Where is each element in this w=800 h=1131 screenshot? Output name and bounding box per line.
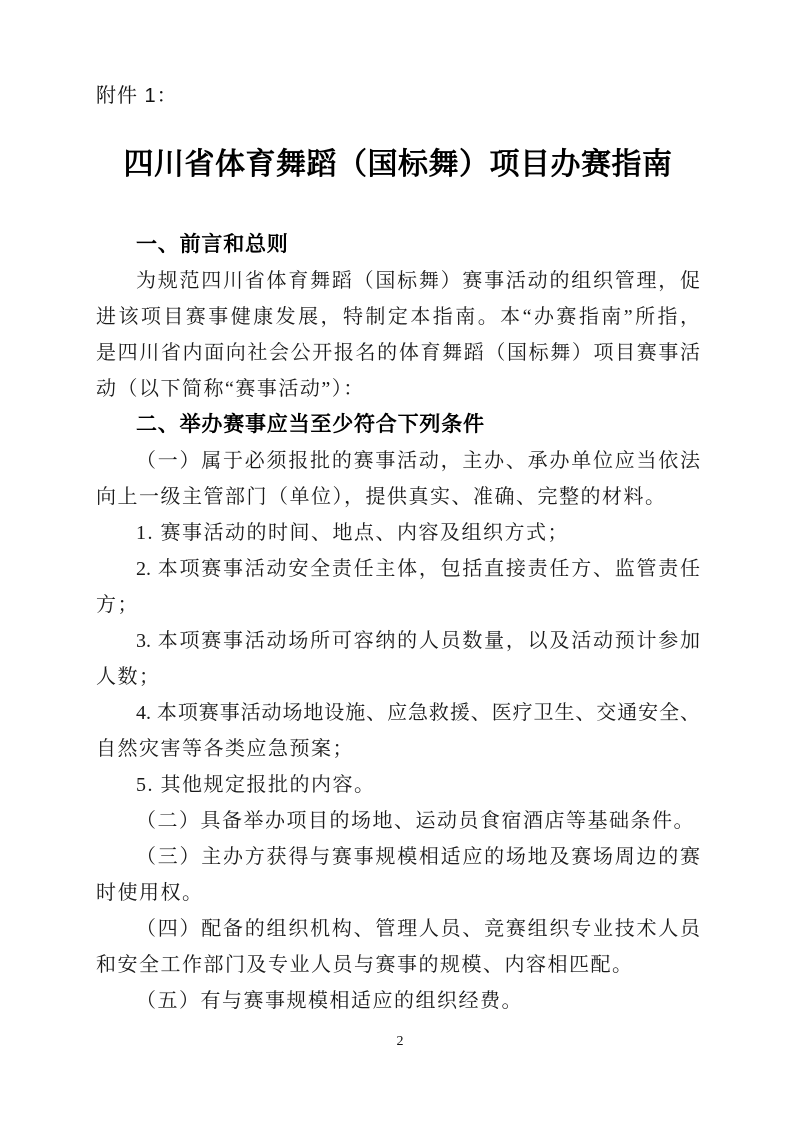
document-line: 方； <box>96 594 139 616</box>
document-title: 四川省体育舞蹈（国标舞）项目办赛指南 <box>123 148 673 181</box>
page-number: 2 <box>396 1034 404 1049</box>
document-line: 进该项目赛事健康发展，特制定本指南。本“办赛指南”所指， <box>96 306 700 328</box>
document-line: （五）有与赛事规模相适应的组织经费。 <box>136 990 523 1012</box>
document-body <box>96 227 700 1019</box>
attachment-label: 附件 1： <box>96 85 178 107</box>
document-line: 4. 本项赛事活动场地设施、应急救援、医疗卫生、交通安全、 <box>136 702 700 724</box>
document-line: （四）配备的组织机构、管理人员、竞赛组织专业技术人员 <box>136 918 700 940</box>
document-line: 时使用权。 <box>96 882 204 904</box>
document-line: 为规范四川省体育舞蹈（国标舞）赛事活动的组织管理，促 <box>136 270 700 292</box>
document-line: 人数； <box>96 666 161 688</box>
document-line: 5. 其他规定报批的内容。 <box>136 774 376 796</box>
document-line: （一）属于必须报批的赛事活动，主办、承办单位应当依法 <box>136 450 700 472</box>
section-heading: 一、前言和总则 <box>136 233 289 256</box>
document-line: 2. 本项赛事活动安全责任主体，包括直接责任方、监管责任 <box>136 558 700 580</box>
document-line: 向上一级主管部门（单位），提供真实、准确、完整的材料。 <box>96 486 667 508</box>
section-heading: 二、举办赛事应当至少符合下列条件 <box>136 413 485 436</box>
document-line: （三）主办方获得与赛事规模相适应的场地及赛场周边的赛 <box>136 846 700 868</box>
document-line: 1. 赛事活动的时间、地点、内容及组织方式； <box>136 522 569 544</box>
document-line: 动（以下简称“赛事活动”）： <box>96 378 365 400</box>
document-line: 和安全工作部门及专业人员与赛事的规模、内容相匹配。 <box>96 954 634 976</box>
document-line: （二）具备举办项目的场地、运动员食宿酒店等基础条件。 <box>136 810 695 832</box>
document-line: 3. 本项赛事活动场所可容纳的人员数量，以及活动预计参加 <box>136 630 700 652</box>
document-line: 是四川省内面向社会公开报名的体育舞蹈（国标舞）项目赛事活 <box>96 342 700 364</box>
document-line: 自然灾害等各类应急预案； <box>96 738 354 760</box>
